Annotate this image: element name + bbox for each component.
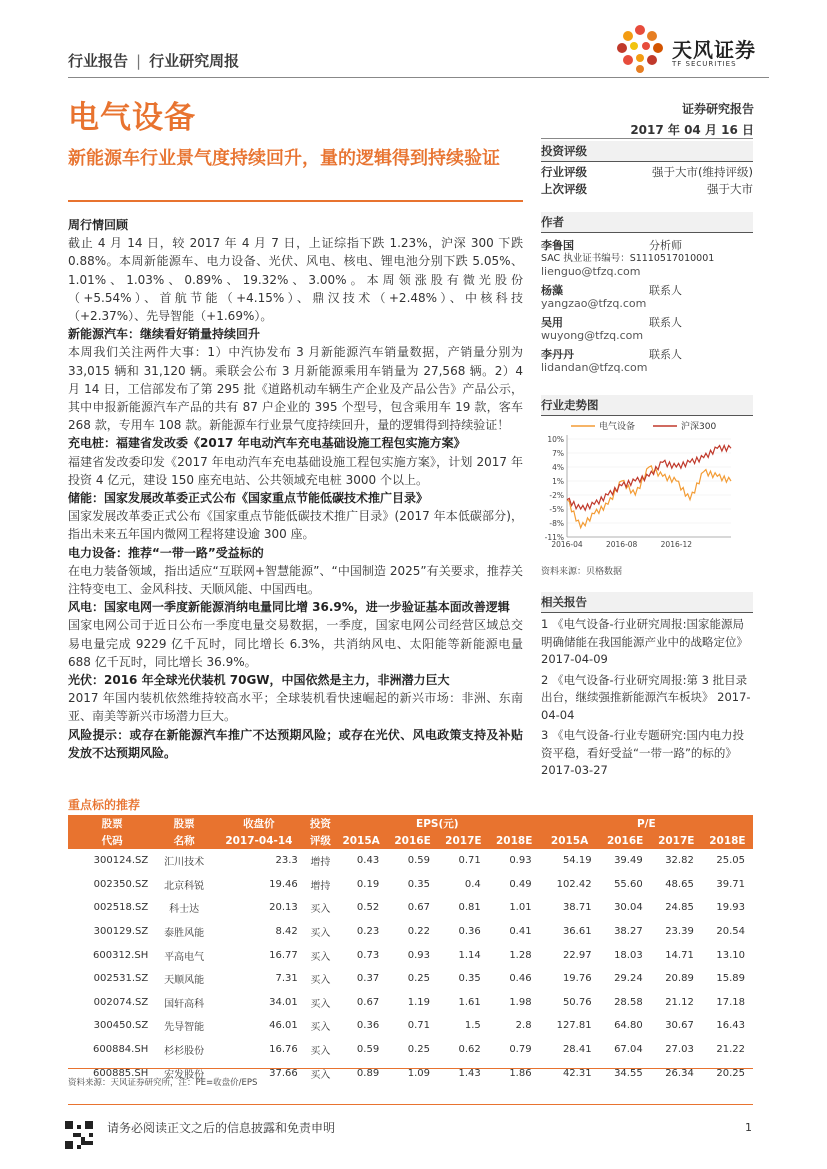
table-row — [68, 991, 753, 1015]
table-cell: 0.67 — [387, 896, 438, 920]
table-cell: 0.59 — [387, 849, 438, 873]
section-title: 电力设备：推荐“一带一路”受益标的 — [68, 545, 264, 560]
table-cell: 27.03 — [651, 1038, 702, 1062]
table-cell: 买入 — [310, 1069, 331, 1081]
disclaimer-link[interactable]: 请务必阅读正文之后的信息披露和免责申明 — [107, 1121, 336, 1135]
table-cell: 002518.SZ — [68, 896, 156, 920]
table-cell: 600312.SH — [68, 943, 156, 967]
table-cell: 16.43 — [716, 1020, 745, 1032]
table-header: 2016E — [600, 832, 651, 849]
table-row — [68, 920, 753, 944]
table-cell: 买入 — [306, 943, 335, 967]
table-row — [68, 967, 753, 991]
y-tick-label: 7% — [552, 449, 564, 458]
table-cell: 0.93 — [387, 943, 438, 967]
section-title: 充电桩：福建省发改委《2017 年电动汽车充电基础设施工程包实施方案》 — [68, 436, 466, 451]
table-header-pe: P/E — [540, 815, 753, 832]
table-cell: 21.12 — [651, 991, 702, 1015]
headline: 新能源车行业景气度持续回升，量的逻辑得到持续验证 — [68, 148, 500, 169]
table-row — [68, 873, 753, 897]
table-cell: 29.24 — [614, 973, 643, 985]
subcategory-label: 行业研究周报 — [149, 52, 240, 70]
category-label: 行业报告 — [68, 52, 129, 70]
related-title: 相关报告 — [541, 592, 753, 613]
table-cell: 16.77 — [212, 943, 306, 967]
table-cell: 增持 — [310, 880, 331, 892]
table-cell: 34.55 — [614, 1067, 643, 1079]
industry-rating-label: 行业评级 — [541, 165, 587, 179]
related-text: 2 《电气设备-行业研究周报:第 3 批目录出台，继续强推新能源汽车板块》 — [541, 672, 748, 704]
table-header: 2018E — [702, 832, 753, 849]
table-cell: 宏发股份 — [164, 1069, 205, 1081]
author-role: 联系人 — [649, 348, 682, 361]
table-cell: 28.41 — [540, 1038, 600, 1062]
section-text: 国家发展改革委正式公布《国家重点节能低碳技术推广目录》(2017 年本低碳部分)，指出未来五年国内微网工程将建设逾 300 座。 — [68, 509, 523, 542]
table-cell: 16.76 — [212, 1038, 306, 1062]
table-cell: 平高电气 — [156, 943, 212, 967]
table-row — [68, 1038, 753, 1062]
report-date: 2017 年 04 月 16 日 — [630, 123, 754, 137]
table-cell: 1.43 — [458, 1067, 481, 1079]
table-cell: 26.34 — [665, 1067, 694, 1079]
table-cell: 67.04 — [600, 1038, 651, 1062]
table-cell: 0.73 — [335, 943, 387, 967]
table-cell: 买入 — [306, 991, 335, 1015]
section-title: 风电：国家电网一季度新能源消纳电量同比增 36.9%，进一步验证基本面改善逻辑 — [68, 600, 510, 615]
related-item[interactable] — [541, 616, 753, 669]
table-cell: 1.61 — [438, 991, 489, 1015]
y-tick-label: 1% — [552, 477, 564, 486]
table-header: 收盘价 — [212, 815, 306, 832]
related-date: 2017-03-27 — [541, 763, 608, 777]
last-rating-label: 上次评级 — [541, 182, 587, 196]
table-cell: 0.19 — [356, 878, 380, 890]
table-cell: 0.35 — [407, 878, 430, 890]
table-cell: 28.58 — [600, 991, 651, 1015]
table-header-eps: EPS(元) — [335, 815, 540, 832]
category-separator: | — [136, 52, 142, 70]
table-header-row-1 — [68, 815, 753, 832]
section-text: 截止 4 月 14 日，较 2017 年 4 月 7 日，上证综指下跌 1.23%，沪深 300 下跌 0.88%。本周新能源车、电力设备、光伏、风电、核电、锂电池分别下跌 5.05%、1.01%、1.03%、0.89%、19.32%、3.00%。本周领涨股有微光股份（+5.54%）、首航节能（+4.15%）、鼎汉技术（+2.48%）、中核科技（+2.37%）、先导智能（+1.69%）。 — [68, 236, 523, 324]
rating-panel — [541, 141, 753, 198]
table-cell: 0.71 — [407, 1020, 430, 1032]
table-cell: 15.89 — [716, 973, 745, 985]
table-cell: 0.25 — [387, 1038, 438, 1062]
table-cell: 50.76 — [540, 991, 600, 1015]
table-cell: 127.81 — [556, 1020, 592, 1032]
table-header: 2017-04-14 — [212, 832, 306, 849]
table-cell: 0.62 — [438, 1038, 489, 1062]
table-cell: 17.18 — [702, 991, 753, 1015]
table-cell: 19.93 — [702, 896, 753, 920]
table-cell: 买入 — [310, 928, 331, 940]
section-text: 福建省发改委印发《2017 年电动汽车充电基础设施工程包实施方案》，计划 2017 年投资 4 亿元，建设 150 座充电站、公共领域充电桩 3000 个以上。 — [68, 454, 523, 487]
author-email[interactable]: lienguo@tfzq.com — [541, 265, 641, 278]
table-cell: 36.61 — [562, 926, 592, 938]
table-header: 股票 — [68, 815, 156, 832]
last-rating-value: 强于大市 — [707, 182, 753, 196]
table-row — [68, 943, 753, 967]
author-name: 吴用 — [541, 316, 563, 329]
section-text: 国家电网公司于近日公布一季度电量交易数据，一季度，国家电网公司经营区域总交易电量完成 9229 亿千瓦时，同比增长 6.3%，共消纳风电、太阳能等新能源电量 688 亿千瓦时，同比增长 36.9%。 — [68, 618, 523, 669]
section-text: 2017 年国内装机依然维持较高水平；全球装机看快速崛起的新兴市场：非洲、东南亚、南美等新兴市场潜力巨大。 — [68, 691, 523, 724]
table-cell: 0.49 — [509, 878, 532, 890]
table-cell: 30.67 — [665, 1020, 694, 1032]
table-cell: 0.81 — [438, 896, 489, 920]
table-cell: 20.89 — [665, 973, 694, 985]
table-cell: 002531.SZ — [93, 973, 149, 985]
table-cell: 38.27 — [614, 926, 643, 938]
section-title: 周行情回顾 — [68, 218, 129, 232]
tf-logo-icon — [612, 22, 668, 74]
table-cell: 0.4 — [464, 878, 481, 890]
table-cell: 20.13 — [212, 896, 306, 920]
table-cell: 34.01 — [212, 991, 306, 1015]
industry-rating — [541, 164, 753, 181]
table-cell: 0.71 — [438, 849, 489, 873]
author-name: 李丹丹 — [541, 348, 574, 361]
table-cell: 0.25 — [407, 973, 430, 985]
table-cell: 39.71 — [716, 878, 745, 890]
table-cell: 300124.SZ — [68, 849, 156, 873]
table-header: 代码 — [68, 832, 156, 849]
table-cell: 39.49 — [600, 849, 651, 873]
authors-title: 作者 — [541, 212, 753, 233]
table-cell: 0.59 — [335, 1038, 387, 1062]
section-title: 储能：国家发展改革委正式公布《国家重点节能低碳技术推广目录》 — [68, 491, 429, 506]
table-cell: 0.67 — [335, 991, 387, 1015]
section-text: 在电力装备领域，指出适应“互联网+智慧能源”、“中国制造 2025”有关要求，推荐关注特变电工、金风科技、天顺风能、中国西电。 — [68, 563, 523, 597]
section-title: 光伏：2016 年全球光伏装机 70GW，中国依然是主力，非洲潜力巨大 — [68, 673, 450, 688]
table-bottom-rule — [68, 1068, 753, 1069]
table-cell: 22.97 — [540, 943, 600, 967]
table-cell: 0.36 — [458, 926, 481, 938]
table-cell: 25.05 — [702, 849, 753, 873]
table-cell: 国轩高科 — [156, 991, 212, 1015]
table-cell: 20.25 — [716, 1067, 745, 1079]
related-item[interactable] — [541, 727, 753, 780]
table-cell: 1.98 — [489, 991, 540, 1015]
y-tick-label: -8% — [549, 519, 564, 528]
table-cell: 13.10 — [702, 943, 753, 967]
table-source: 资料来源：天风证券研究所，注：PE=收盘价/EPS — [68, 1078, 258, 1088]
author-item — [541, 316, 753, 342]
logo-text: 天风证券 — [672, 38, 756, 62]
author-role: 分析师 — [649, 239, 682, 252]
table-cell: 14.71 — [651, 943, 702, 967]
authors-panel — [541, 212, 753, 374]
table-cell: 42.31 — [562, 1067, 592, 1079]
table-cell: 37.66 — [269, 1067, 298, 1079]
legend-label: 沪深300 — [681, 422, 717, 432]
author-role: 联系人 — [649, 316, 682, 329]
table-row — [68, 849, 753, 873]
table-cell: 0.89 — [356, 1067, 380, 1079]
table-cell: 7.31 — [275, 973, 298, 985]
report-category — [68, 50, 239, 71]
table-cell: 8.42 — [275, 926, 298, 938]
table-cell: 1.5 — [464, 1020, 481, 1032]
table-cell: 杉杉股份 — [156, 1038, 212, 1062]
table-cell: 买入 — [310, 1022, 331, 1034]
related-text: 1 《电气设备-行业研究周报:国家能源局明确储能在我国能源产业中的战略定位》 — [541, 617, 748, 649]
legend-label: 电气设备 — [599, 422, 636, 432]
table-cell: 23.3 — [212, 849, 306, 873]
header-divider — [68, 77, 769, 78]
table-cell: 32.82 — [651, 849, 702, 873]
headline-underline — [68, 200, 523, 202]
author-name: 杨藻 — [541, 284, 563, 297]
report-type: 证券研究报告 — [681, 102, 754, 116]
table-cell: 102.42 — [556, 878, 592, 890]
table-cell: 1.09 — [407, 1067, 430, 1079]
table-cell: 泰胜风能 — [164, 928, 205, 940]
table-cell: 1.01 — [489, 896, 540, 920]
author-item — [541, 239, 753, 278]
table-header: 2016E — [387, 832, 438, 849]
logo-english: TF SECURITIES — [672, 60, 737, 68]
table-cell: 0.22 — [407, 926, 430, 938]
table-cell: 23.39 — [665, 926, 694, 938]
author-item — [541, 284, 753, 310]
rating-title: 投资评级 — [541, 141, 753, 162]
y-tick-label: -11% — [544, 533, 564, 542]
y-tick-label: -2% — [549, 491, 564, 500]
table-header: 2015A — [540, 832, 600, 849]
table-header: 投资 — [306, 815, 335, 832]
table-cell: 38.71 — [540, 896, 600, 920]
related-date: 2017-04-04 — [541, 690, 751, 722]
table-header: 2017E — [438, 832, 489, 849]
table-header: 评级 — [306, 832, 335, 849]
table-cell: 1.14 — [438, 943, 489, 967]
body-content — [68, 216, 523, 762]
author-email[interactable]: yangzao@tfzq.com — [541, 297, 647, 310]
qr-code-icon — [65, 1121, 93, 1149]
table-title: 重点标的推荐 — [68, 798, 141, 812]
table-cell: 300450.SZ — [93, 1020, 149, 1032]
risk-warning: 风险提示：或存在新能源汽车推广不达预期风险；或存在光伏、风电政策支持及补贴发放不达预期风险。 — [68, 727, 523, 760]
related-date: 2017-04-09 — [541, 652, 608, 666]
table-cell: 0.41 — [509, 926, 532, 938]
table-cell: 0.36 — [356, 1020, 380, 1032]
trend-chart — [541, 417, 753, 557]
stock-table — [68, 815, 753, 1085]
page-number: 1 — [745, 1121, 752, 1134]
table-cell: 买入 — [306, 1038, 335, 1062]
section-title: 新能源汽车：继续看好销量持续回升 — [68, 327, 261, 342]
related-panel — [541, 592, 753, 780]
table-cell: 汇川技术 — [156, 849, 212, 873]
table-cell: 24.85 — [651, 896, 702, 920]
table-cell: 55.60 — [614, 878, 643, 890]
trend-source: 资料来源：贝格数据 — [541, 567, 623, 577]
table-cell: 18.03 — [600, 943, 651, 967]
table-cell: 1.28 — [489, 943, 540, 967]
author-email[interactable]: lidandan@tfzq.com — [541, 361, 648, 374]
table-cell: 1.19 — [387, 991, 438, 1015]
series-line — [567, 446, 731, 511]
author-email[interactable]: wuyong@tfzq.com — [541, 329, 644, 342]
table-cell: 0.37 — [356, 973, 380, 985]
table-row — [68, 896, 753, 920]
x-tick-label: 2016-08 — [605, 540, 638, 549]
table-cell: 增持 — [306, 849, 335, 873]
trend-panel — [541, 395, 753, 416]
table-header-row-2 — [68, 832, 753, 849]
table-cell: 48.65 — [665, 878, 694, 890]
y-tick-label: 4% — [552, 463, 564, 472]
x-tick-label: 2016-04 — [551, 540, 583, 549]
author-cert: SAC 执业证书编号：S1110517010001 — [541, 253, 715, 264]
table-cell: 600884.SH — [68, 1038, 156, 1062]
table-cell: 买入 — [306, 896, 335, 920]
last-rating — [541, 181, 753, 198]
author-name: 李鲁国 — [541, 239, 574, 252]
table-cell: 0.23 — [356, 926, 380, 938]
y-tick-label: -5% — [549, 505, 564, 514]
table-cell: 天顺风能 — [164, 975, 205, 987]
table-cell: 64.80 — [614, 1020, 643, 1032]
table-cell: 300129.SZ — [93, 926, 149, 938]
table-cell: 2.8 — [515, 1020, 532, 1032]
right-top-divider — [541, 138, 753, 139]
x-tick-label: 2016-12 — [660, 540, 693, 549]
related-item[interactable] — [541, 672, 753, 725]
table-cell: 0.35 — [458, 973, 481, 985]
table-cell: 19.76 — [562, 973, 592, 985]
table-cell: 002074.SZ — [68, 991, 156, 1015]
table-cell: 北京科锐 — [164, 880, 205, 892]
author-role: 联系人 — [649, 284, 682, 297]
table-cell: 54.19 — [540, 849, 600, 873]
table-cell: 600885.SH — [93, 1067, 149, 1079]
table-header: 名称 — [156, 832, 212, 849]
related-text: 3 《电气设备-行业专题研究:国内电力投资平稳，看好受益“一带一路”的标的》 — [541, 728, 744, 760]
trend-title: 行业走势图 — [541, 395, 753, 416]
author-item — [541, 348, 753, 374]
industry-rating-value: 强于大市(维持评级) — [652, 165, 753, 179]
table-cell: 19.46 — [269, 878, 298, 890]
table-cell: 0.52 — [335, 896, 387, 920]
table-header: 2017E — [651, 832, 702, 849]
table-cell: 买入 — [310, 975, 331, 987]
table-cell: 1.86 — [509, 1067, 532, 1079]
table-cell: 002350.SZ — [93, 878, 149, 890]
table-cell: 30.04 — [600, 896, 651, 920]
table-cell: 0.46 — [509, 973, 532, 985]
table-row — [68, 1014, 753, 1038]
table-cell: 46.01 — [269, 1020, 298, 1032]
table-cell: 0.43 — [335, 849, 387, 873]
table-header: 股票 — [156, 815, 212, 832]
table-header: 2015A — [335, 832, 387, 849]
table-cell: 先导智能 — [164, 1022, 205, 1034]
table-cell: 0.79 — [489, 1038, 540, 1062]
table-cell: 科士达 — [156, 896, 212, 920]
sector-title: 电气设备 — [68, 100, 196, 136]
footer-divider — [68, 1104, 753, 1105]
section-text: 本周我们关注两件大事：1）中汽协发布 3 月新能源汽车销量数据，产销量分别为 33,015 辆和 31,120 辆。乘联会公布 3 月新能源乘用车销量为 27,568 辆。2）4 月 14 日，工信部发布了第 295 批《道路机动车辆生产企业及产品公告》产品公示，其中申报新能源汽车产品的共有 87 户企业的 395 个型号，包含乘用车 19 款，客车 268 款，专用车 108 款。新能源车行业景气度持续回升，量的逻辑得到持续验证！ — [68, 345, 523, 433]
table-header: 2018E — [489, 832, 540, 849]
table-cell: 0.93 — [489, 849, 540, 873]
table-cell: 20.54 — [716, 926, 745, 938]
table-cell: 21.22 — [702, 1038, 753, 1062]
y-tick-label: 10% — [547, 435, 564, 444]
